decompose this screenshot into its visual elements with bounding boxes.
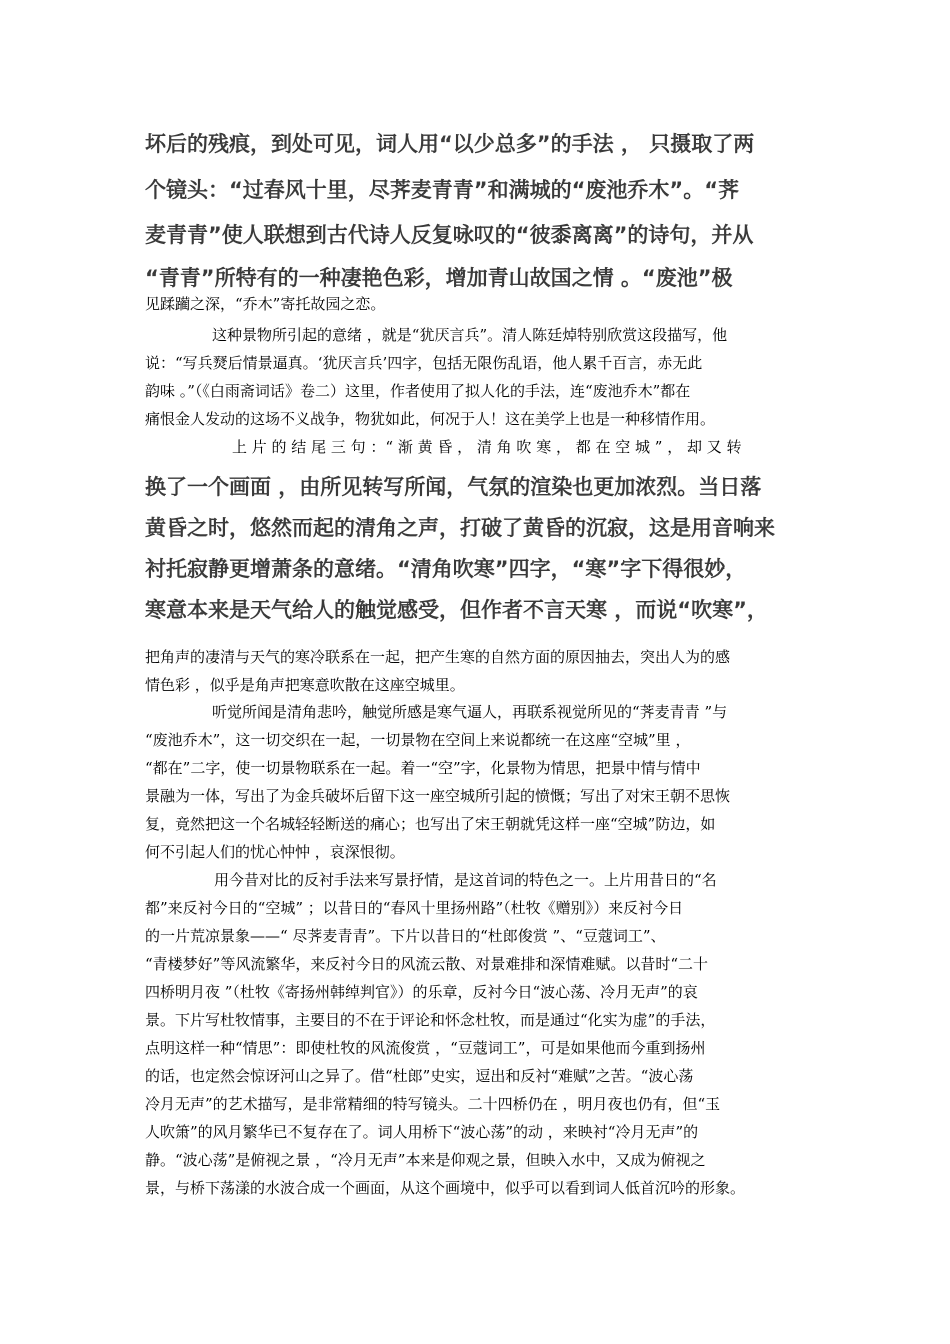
scanned-line: “青青”所特有的一种凄艳色彩，增加青山故国之情 。“废池”极 bbox=[145, 266, 733, 290]
text-line: 韵味 。”（《白雨斋词话》卷二）这里，作者使用了拟人化的手法，连“废池乔木”都在 bbox=[145, 382, 691, 400]
text-line: 何不引起人们的忧心忡忡 ，哀深恨彻。 bbox=[145, 843, 405, 861]
text-line: 用今昔对比的反衬手法来写景抒情，是这首词的特色之一。上片用昔日的“名 bbox=[214, 871, 717, 889]
text-line: 的话，也定然会惊讶河山之异了。借“杜郎”史实，逗出和反衬“难赋”之苦。“波心荡 bbox=[145, 1067, 694, 1085]
text-line: 四桥明月夜 ”（杜牧《寄扬州韩绰判官》）的乐章，反衬今日“波心荡、冷月无声”的哀 bbox=[145, 983, 698, 1001]
text-line: 说：“写兵燹后情景逼真。‘犹厌言兵’四字，包括无限伤乱语，他人累千百言，赤无此 bbox=[145, 354, 703, 372]
text-line: “都在”二字，使一切景物联系在一起。着一“空”字，化景物为情思，把景中情与情中 bbox=[145, 759, 701, 777]
scanned-line: 衬托寂静更增萧条的意绪。“清角吹寒”四字，“寒”字下得很妙， bbox=[145, 557, 747, 581]
scanned-line: 坏后的残痕，到处可见，词人用“以少总多”的手法 ， 只摄取了两 bbox=[145, 132, 755, 156]
text-line: “青楼梦好”等风流繁华，来反衬今日的风流云散、对景难排和深情难赋。以昔时“二十 bbox=[145, 955, 709, 973]
scanned-line: 寒意本来是天气给人的触觉感受，但作者不言天寒 ，而说“吹寒”， bbox=[145, 598, 768, 622]
scanned-line: 麦青青”使人联想到古代诗人反复咏叹的“彼黍离离”的诗句，并从 bbox=[145, 223, 754, 247]
text-line: 痛恨金人发动的这场不义战争，物犹如此，何况于人！这在美学上也是一种移情作用。 bbox=[145, 410, 716, 428]
text-line: 上 片 的 结 尾 三 句 ：“ 渐 黄 昏 ， 清 角 吹 寒 ， 都 在 空 城 ” ， 却 又 转 bbox=[232, 438, 742, 456]
text-line: “废池乔木”，这一切交织在一起，一切景物在空间上来说都统一在这座“空城”里 ， bbox=[145, 731, 691, 749]
text-line: 人吹箫”的风月繁华已不复存在了。词人用桥下“波心荡”的动 ，来映衬“冷月无声”的 bbox=[145, 1123, 699, 1141]
text-line: 点明这样一种“情思”：即使杜牧的风流俊赏 ，“豆蔻词工”，可是如果他而今重到扬州 bbox=[145, 1039, 706, 1057]
text-line: 把角声的凄清与天气的寒冷联系在一起，把产生寒的自然方面的原因抽去，突出人为的感 bbox=[145, 648, 731, 666]
text-line: 见蹂躏之深，“乔木”寄托故园之恋。 bbox=[145, 295, 386, 313]
text-line: 景。下片写杜牧情事，主要目的不在于评论和怀念杜牧，而是通过“化实为虚”的手法， bbox=[145, 1011, 716, 1029]
scanned-line: 黄昏之时，悠然而起的清角之声，打破了黄昏的沉寂，这是用音响来 bbox=[145, 516, 775, 540]
text-line: 复，竟然把这一个名城轻轻断送的痛心；也写出了宋王朝就凭这样一座“空城”防边，如 bbox=[145, 815, 716, 833]
text-line: 这种景物所引起的意绪 ，就是“犹厌言兵”。清人陈廷焯特别欣赏这段描写，他 bbox=[212, 326, 728, 344]
scanned-line: 换了一个画面 ，由所见转写所闻，气氛的渲染也更加浓烈。当日落 bbox=[145, 475, 762, 499]
text-line: 情色彩 ，似乎是角声把寒意吹散在这座空城里。 bbox=[145, 676, 465, 694]
text-line: 的一片荒凉景象——“ 尽荠麦青青”。下片以昔日的“杜郎俊赏 ”、“豆蔻词工”、 bbox=[145, 927, 666, 945]
text-line: 冷月无声”的艺术描写，是非常精细的特写镜头。二十四桥仍在 ，明月夜也仍有，但“玉 bbox=[145, 1095, 721, 1113]
text-line: 静。“波心荡”是俯视之景 ，“冷月无声”本来是仰观之景，但映入水中，又成为俯视之 bbox=[145, 1151, 706, 1169]
text-line: 听觉所闻是清角悲吟，触觉所感是寒气逼人，再联系视觉所见的“荠麦青青 ”与 bbox=[212, 703, 728, 721]
text-line: 都”来反衬今日的“空城” ；以昔日的“春风十里扬州路”（杜牧《赠别》）来反衬今日 bbox=[145, 899, 684, 917]
text-line: 景融为一体，写出了为金兵破坏后留下这一座空城所引起的愤慨；写出了对宋王朝不思恢 bbox=[145, 787, 731, 805]
scanned-line: 个镜头：“过春风十里，尽荠麦青青”和满城的“废池乔木”。“荠 bbox=[145, 178, 740, 202]
text-line: 景，与桥下荡漾的水波合成一个画面，从这个画境中，似乎可以看到词人低首沉吟的形象。 bbox=[145, 1179, 746, 1197]
